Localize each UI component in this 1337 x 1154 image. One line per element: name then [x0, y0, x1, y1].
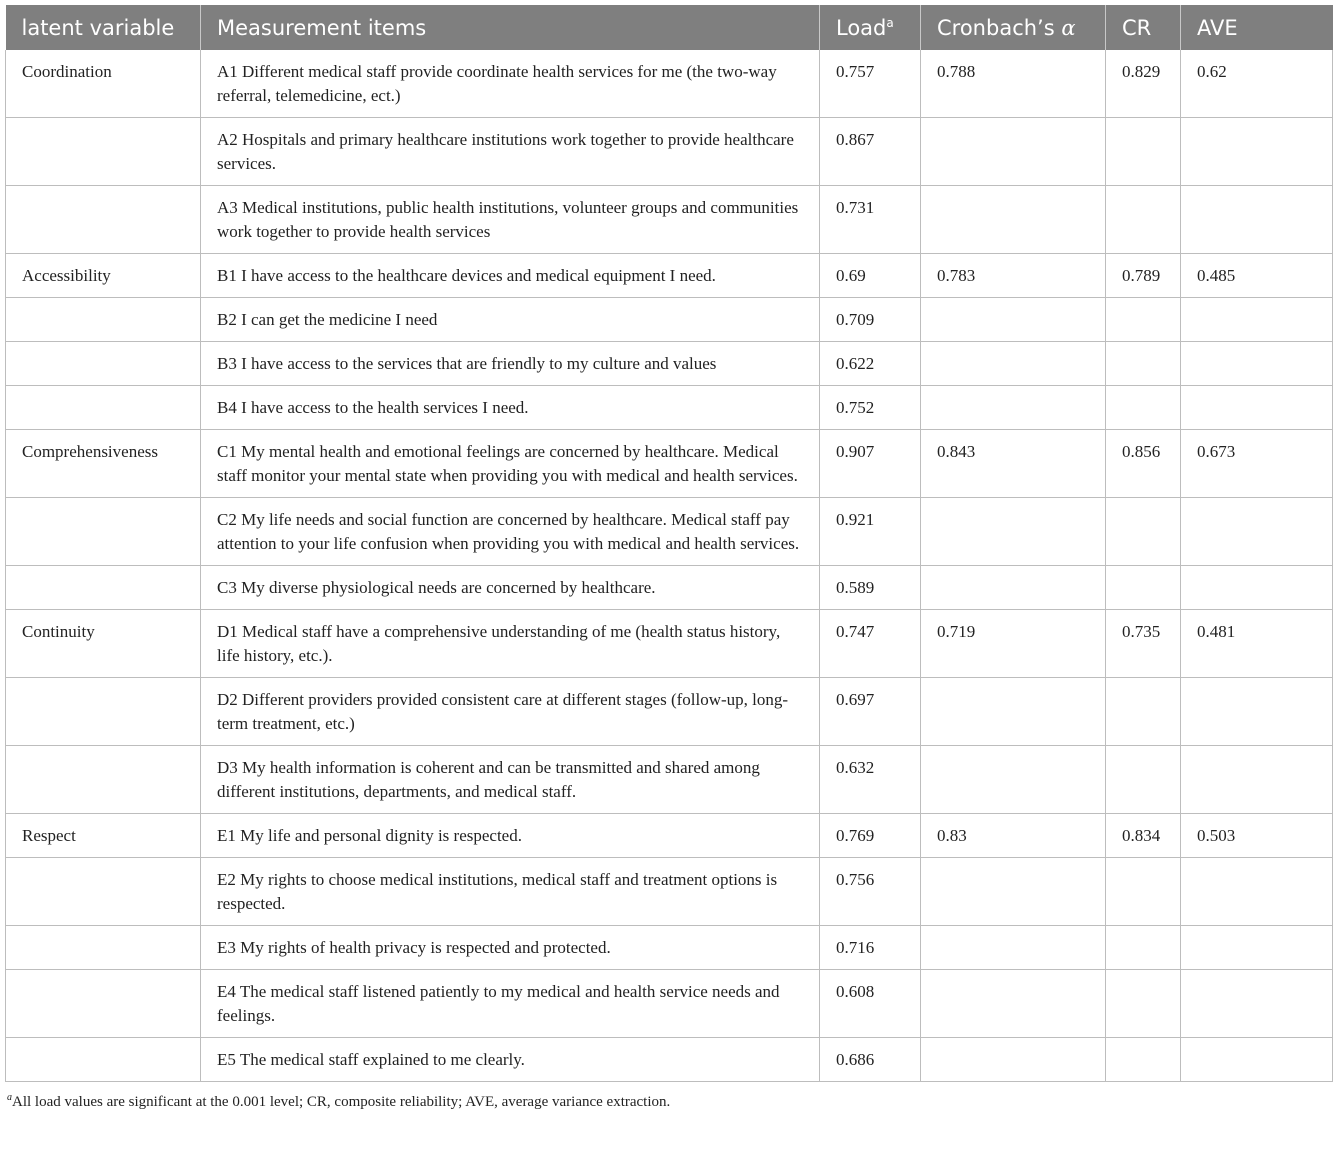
cell-ave: [1181, 186, 1333, 254]
cell-cr: [1106, 118, 1181, 186]
cell-ave: [1181, 926, 1333, 970]
cell-load: 0.686: [820, 1038, 921, 1082]
table-row: [6, 926, 1333, 970]
cell-cr: [1106, 186, 1181, 254]
cell-ave: [1181, 1038, 1333, 1082]
header-alpha-label: Cronbach’s: [937, 15, 1062, 40]
table-row: [6, 430, 1333, 498]
header-row: [6, 5, 1333, 50]
cell-ave: [1181, 970, 1333, 1038]
cell-ave: [1181, 118, 1333, 186]
cell-ave: 0.673: [1181, 430, 1333, 498]
header-load-label: Load: [836, 15, 887, 40]
cell-cr: 0.735: [1106, 610, 1181, 678]
cell-ave: [1181, 566, 1333, 610]
table-row: [6, 814, 1333, 858]
cell-measurement-item: B2 I can get the medicine I need: [201, 298, 820, 342]
header-measurement-items: Measurement items: [201, 5, 820, 50]
table-row: [6, 50, 1333, 118]
cell-cr: [1106, 386, 1181, 430]
table-row: [6, 386, 1333, 430]
cell-measurement-item: C3 My diverse physiological needs are concerned by healthcare.: [201, 566, 820, 610]
cell-cr: [1106, 342, 1181, 386]
cell-latent-variable: [6, 858, 201, 926]
cell-cronbach-alpha: [921, 970, 1106, 1038]
cell-measurement-item: B3 I have access to the services that are friendly to my culture and values: [201, 342, 820, 386]
cell-cronbach-alpha: [921, 118, 1106, 186]
cell-ave: [1181, 498, 1333, 566]
cell-load: 0.608: [820, 970, 921, 1038]
cell-load: 0.907: [820, 430, 921, 498]
cell-latent-variable: [6, 566, 201, 610]
header-load-footnote-marker: a: [886, 15, 894, 30]
table-row: [6, 746, 1333, 814]
cell-load: 0.697: [820, 678, 921, 746]
cell-measurement-item: E4 The medical staff listened patiently to my medical and health service needs and feelings.: [201, 970, 820, 1038]
cell-cronbach-alpha: [921, 678, 1106, 746]
cell-cronbach-alpha: [921, 498, 1106, 566]
cell-latent-variable: [6, 118, 201, 186]
cell-latent-variable: Coordination: [6, 50, 201, 118]
cell-measurement-item: D2 Different providers provided consistent care at different stages (follow-up, long-term treatment, etc.): [201, 678, 820, 746]
cell-cr: [1106, 298, 1181, 342]
cell-load: 0.757: [820, 50, 921, 118]
cell-cr: [1106, 746, 1181, 814]
table-footnote: [5, 1092, 1332, 1111]
cell-latent-variable: [6, 1038, 201, 1082]
cell-cr: 0.829: [1106, 50, 1181, 118]
cell-cronbach-alpha: 0.788: [921, 50, 1106, 118]
cell-cronbach-alpha: 0.783: [921, 254, 1106, 298]
cell-measurement-item: D3 My health information is coherent and can be transmitted and shared among different institutions, departments, and medical staff.: [201, 746, 820, 814]
cell-ave: [1181, 746, 1333, 814]
cell-ave: [1181, 342, 1333, 386]
header-cr: CR: [1106, 5, 1181, 50]
cell-load: 0.69: [820, 254, 921, 298]
table-row: [6, 342, 1333, 386]
cell-latent-variable: Continuity: [6, 610, 201, 678]
table-row: [6, 678, 1333, 746]
cell-measurement-item: E1 My life and personal dignity is respected.: [201, 814, 820, 858]
cell-ave: [1181, 678, 1333, 746]
cell-measurement-item: A2 Hospitals and primary healthcare institutions work together to provide healthcare services.: [201, 118, 820, 186]
cell-cronbach-alpha: [921, 186, 1106, 254]
table-row: [6, 186, 1333, 254]
cell-cr: [1106, 678, 1181, 746]
cell-load: 0.589: [820, 566, 921, 610]
cell-cr: 0.834: [1106, 814, 1181, 858]
cell-ave: [1181, 298, 1333, 342]
cell-load: 0.752: [820, 386, 921, 430]
table-row: [6, 858, 1333, 926]
cell-latent-variable: [6, 386, 201, 430]
cell-measurement-item: E2 My rights to choose medical institutions, medical staff and treatment options is respected.: [201, 858, 820, 926]
cell-cr: [1106, 566, 1181, 610]
cell-latent-variable: [6, 186, 201, 254]
cell-load: 0.632: [820, 746, 921, 814]
cell-cronbach-alpha: 0.843: [921, 430, 1106, 498]
cell-cronbach-alpha: 0.719: [921, 610, 1106, 678]
cell-cr: [1106, 1038, 1181, 1082]
cell-cronbach-alpha: [921, 1038, 1106, 1082]
cell-ave: [1181, 386, 1333, 430]
measurement-table: [5, 5, 1333, 1082]
table-body: [6, 50, 1333, 1082]
cell-latent-variable: [6, 678, 201, 746]
table-row: [6, 610, 1333, 678]
cell-latent-variable: Accessibility: [6, 254, 201, 298]
cell-latent-variable: [6, 746, 201, 814]
cell-load: 0.622: [820, 342, 921, 386]
table-row: [6, 254, 1333, 298]
cell-ave: 0.481: [1181, 610, 1333, 678]
cell-cronbach-alpha: [921, 746, 1106, 814]
footnote-marker: a: [7, 1092, 12, 1103]
cell-measurement-item: A3 Medical institutions, public health institutions, volunteer groups and communities work together to provide health services: [201, 186, 820, 254]
cell-cr: [1106, 926, 1181, 970]
cell-ave: 0.62: [1181, 50, 1333, 118]
cell-load: 0.747: [820, 610, 921, 678]
cell-measurement-item: B4 I have access to the health services I need.: [201, 386, 820, 430]
cell-cronbach-alpha: [921, 386, 1106, 430]
cell-measurement-item: C1 My mental health and emotional feelings are concerned by healthcare. Medical staff monitor your mental state when providing you with medical and health services.: [201, 430, 820, 498]
table-row: [6, 1038, 1333, 1082]
cell-measurement-item: E3 My rights of health privacy is respected and protected.: [201, 926, 820, 970]
cell-ave: 0.485: [1181, 254, 1333, 298]
cell-load: 0.756: [820, 858, 921, 926]
table-row: [6, 498, 1333, 566]
table-row: [6, 566, 1333, 610]
header-cronbach-alpha: [921, 5, 1106, 50]
cell-cronbach-alpha: [921, 566, 1106, 610]
cell-cronbach-alpha: [921, 926, 1106, 970]
cell-latent-variable: Comprehensiveness: [6, 430, 201, 498]
cell-latent-variable: [6, 926, 201, 970]
cell-measurement-item: A1 Different medical staff provide coordinate health services for me (the two-way referral, telemedicine, ect.): [201, 50, 820, 118]
cell-load: 0.769: [820, 814, 921, 858]
cell-measurement-item: B1 I have access to the healthcare devices and medical equipment I need.: [201, 254, 820, 298]
cell-cr: [1106, 970, 1181, 1038]
cell-latent-variable: [6, 342, 201, 386]
header-alpha-symbol: α: [1061, 15, 1076, 40]
cell-load: 0.731: [820, 186, 921, 254]
cell-latent-variable: [6, 498, 201, 566]
cell-cronbach-alpha: [921, 342, 1106, 386]
header-latent-variable: latent variable: [6, 5, 201, 50]
cell-measurement-item: C2 My life needs and social function are concerned by healthcare. Medical staff pay attention to your life confusion when providing you with medical and health services.: [201, 498, 820, 566]
cell-load: 0.921: [820, 498, 921, 566]
cell-load: 0.867: [820, 118, 921, 186]
cell-cr: 0.789: [1106, 254, 1181, 298]
table-row: [6, 970, 1333, 1038]
cell-latent-variable: [6, 970, 201, 1038]
cell-cr: [1106, 498, 1181, 566]
cell-cr: [1106, 858, 1181, 926]
cell-load: 0.716: [820, 926, 921, 970]
cell-load: 0.709: [820, 298, 921, 342]
cell-measurement-item: E5 The medical staff explained to me clearly.: [201, 1038, 820, 1082]
cell-ave: [1181, 858, 1333, 926]
table-row: [6, 118, 1333, 186]
cell-ave: 0.503: [1181, 814, 1333, 858]
cell-measurement-item: D1 Medical staff have a comprehensive understanding of me (health status history, life history, etc.).: [201, 610, 820, 678]
header-ave: AVE: [1181, 5, 1333, 50]
cell-cronbach-alpha: 0.83: [921, 814, 1106, 858]
cell-cronbach-alpha: [921, 298, 1106, 342]
cell-latent-variable: Respect: [6, 814, 201, 858]
cell-cr: 0.856: [1106, 430, 1181, 498]
measurement-table-container: [5, 5, 1332, 1111]
header-load: [820, 5, 921, 50]
cell-cronbach-alpha: [921, 858, 1106, 926]
table-row: [6, 298, 1333, 342]
footnote-text: All load values are significant at the 0.001 level; CR, composite reliability; AVE, average variance extraction.: [12, 1094, 671, 1110]
cell-latent-variable: [6, 298, 201, 342]
